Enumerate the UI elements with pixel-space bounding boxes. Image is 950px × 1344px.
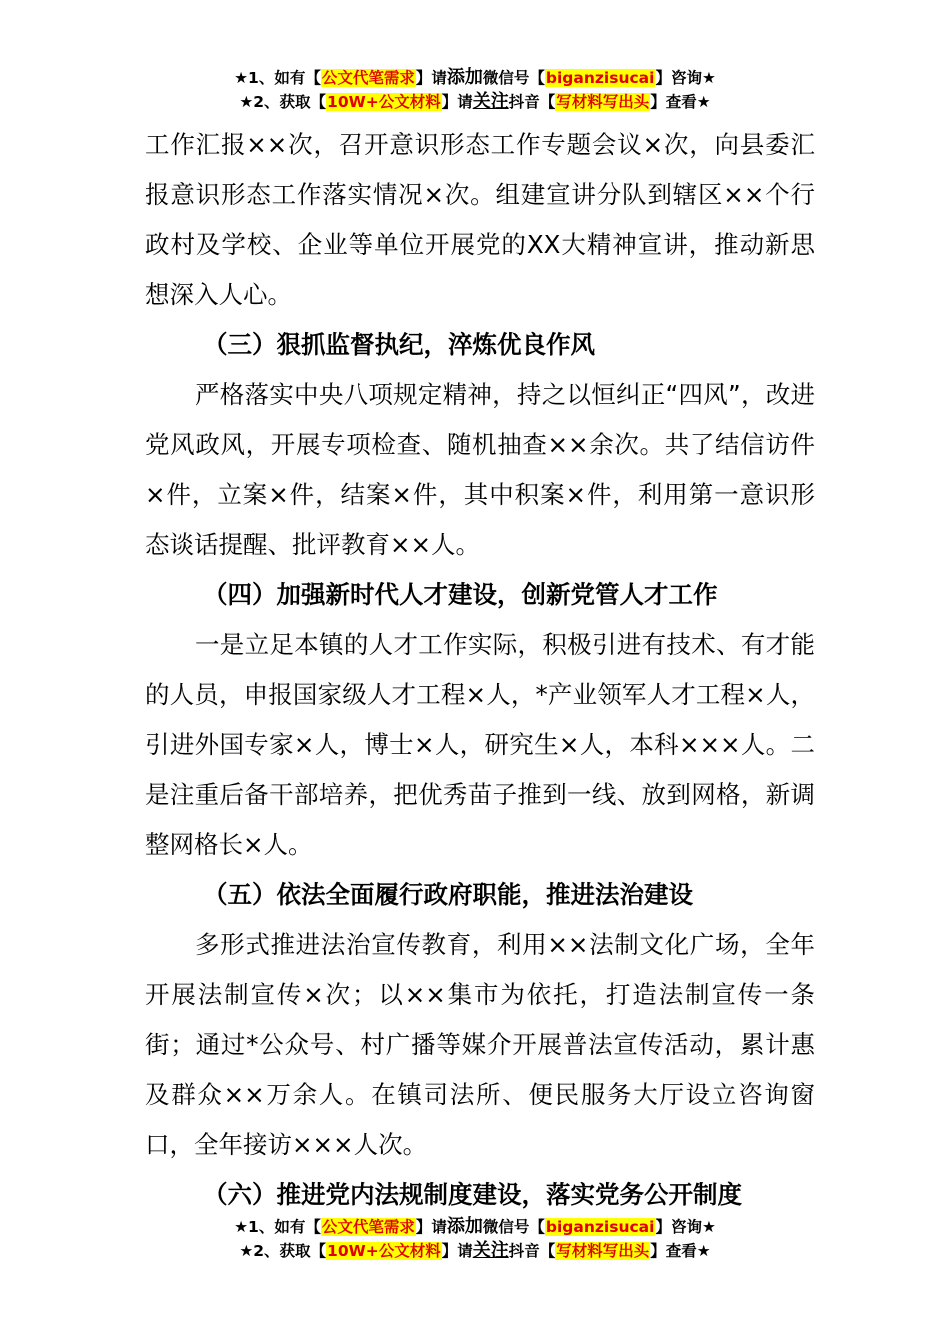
promo-text: 】请: [441, 93, 473, 111]
promo-text-emphasis: 关注: [472, 91, 509, 112]
promo-text: 2、获取【: [253, 1242, 327, 1260]
paragraph: 多形式推进法治宣传教育，利用××法制文化广场，全年开展法制宣传×次；以××集市为依托，打造法制宣传一条街；通过*公众号、村广播等媒介开展普法宣传活动，累计惠及群众××万余人。在镇司法所、便民服务大厅设立咨询窗口，全年接访×××人次。: [145, 930, 815, 1159]
star-icon: ★: [239, 93, 254, 111]
promo-text-emphasis: 添加: [446, 1216, 483, 1237]
promo-line-2: [0, 90, 950, 114]
promo-text: 2、获取【: [253, 93, 327, 111]
promo-text: 1、如有【: [248, 1218, 321, 1236]
promo-highlight: 公文代笔需求: [321, 1218, 415, 1236]
promo-line-2: [0, 1239, 950, 1263]
section-heading: （三）狠抓监督执纪，淬炼优良作风: [203, 330, 595, 359]
paragraph: 一是立足本镇的人才工作实际，积极引进有技术、有才能的人员，申报国家级人才工程×人，*产业领军人才工程×人，引进外国专家×人，博士×人，研究生×人，本科×××人。二是注重后备干部培养，把优秀苗子推到一线、放到网格，新调整网格长×人。: [145, 630, 815, 859]
promo-text: 】查看★: [650, 1242, 711, 1260]
promo-text: 微信号【: [482, 1218, 545, 1236]
promo-text: 】咨询★: [655, 69, 716, 87]
header-promo-banner: [0, 66, 950, 114]
promo-text-emphasis: 关注: [472, 1240, 509, 1261]
promo-text: 1、如有【: [248, 69, 321, 87]
promo-text: 】请: [415, 69, 447, 87]
promo-wechat-id: biganzisucai: [545, 69, 655, 87]
section-heading: （五）依法全面履行政府职能，推进法治建设: [203, 880, 693, 909]
document-body: [145, 120, 815, 1220]
star-icon: ★: [239, 1242, 254, 1260]
promo-text: 微信号【: [482, 69, 545, 87]
footer-promo-banner: [0, 1215, 950, 1263]
paragraph: 严格落实中央八项规定精神，持之以恒纠正“四风”，改进党风政风，开展专项检查、随机抽查××余次。共了结信访件×件，立案×件，结案×件，其中积案×件，利用第一意识形态谈话提醒、批评教育××人。: [145, 380, 815, 559]
promo-douyin-id: 写材料写出头: [556, 93, 650, 111]
promo-text: 】查看★: [650, 93, 711, 111]
section-heading: （四）加强新时代人才建设，创新党管人才工作: [203, 580, 718, 609]
promo-line-1: [0, 1215, 950, 1239]
promo-highlight: 10W+公文材料: [327, 93, 441, 111]
promo-text: 】请: [415, 1218, 447, 1236]
star-icon: ★: [234, 69, 249, 87]
promo-text: 】请: [441, 1242, 473, 1260]
promo-line-1: [0, 66, 950, 90]
promo-text: 抖音【: [508, 1242, 556, 1260]
promo-highlight: 公文代笔需求: [321, 69, 415, 87]
promo-highlight: 10W+公文材料: [327, 1242, 441, 1260]
promo-text: 】咨询★: [655, 1218, 716, 1236]
promo-text: 抖音【: [508, 93, 556, 111]
star-icon: ★: [234, 1218, 249, 1236]
paragraph: 工作汇报××次，召开意识形态工作专题会议×次，向县委汇报意识形态工作落实情况×次。组建宣讲分队到辖区××个行政村及学校、企业等单位开展党的XX大精神宣讲，推动新思想深入人心。: [145, 130, 815, 309]
section-heading: （六）推进党内法规制度建设，落实党务公开制度: [203, 1180, 742, 1209]
promo-douyin-id: 写材料写出头: [556, 1242, 650, 1260]
promo-wechat-id: biganzisucai: [545, 1218, 655, 1236]
promo-text-emphasis: 添加: [446, 67, 483, 88]
